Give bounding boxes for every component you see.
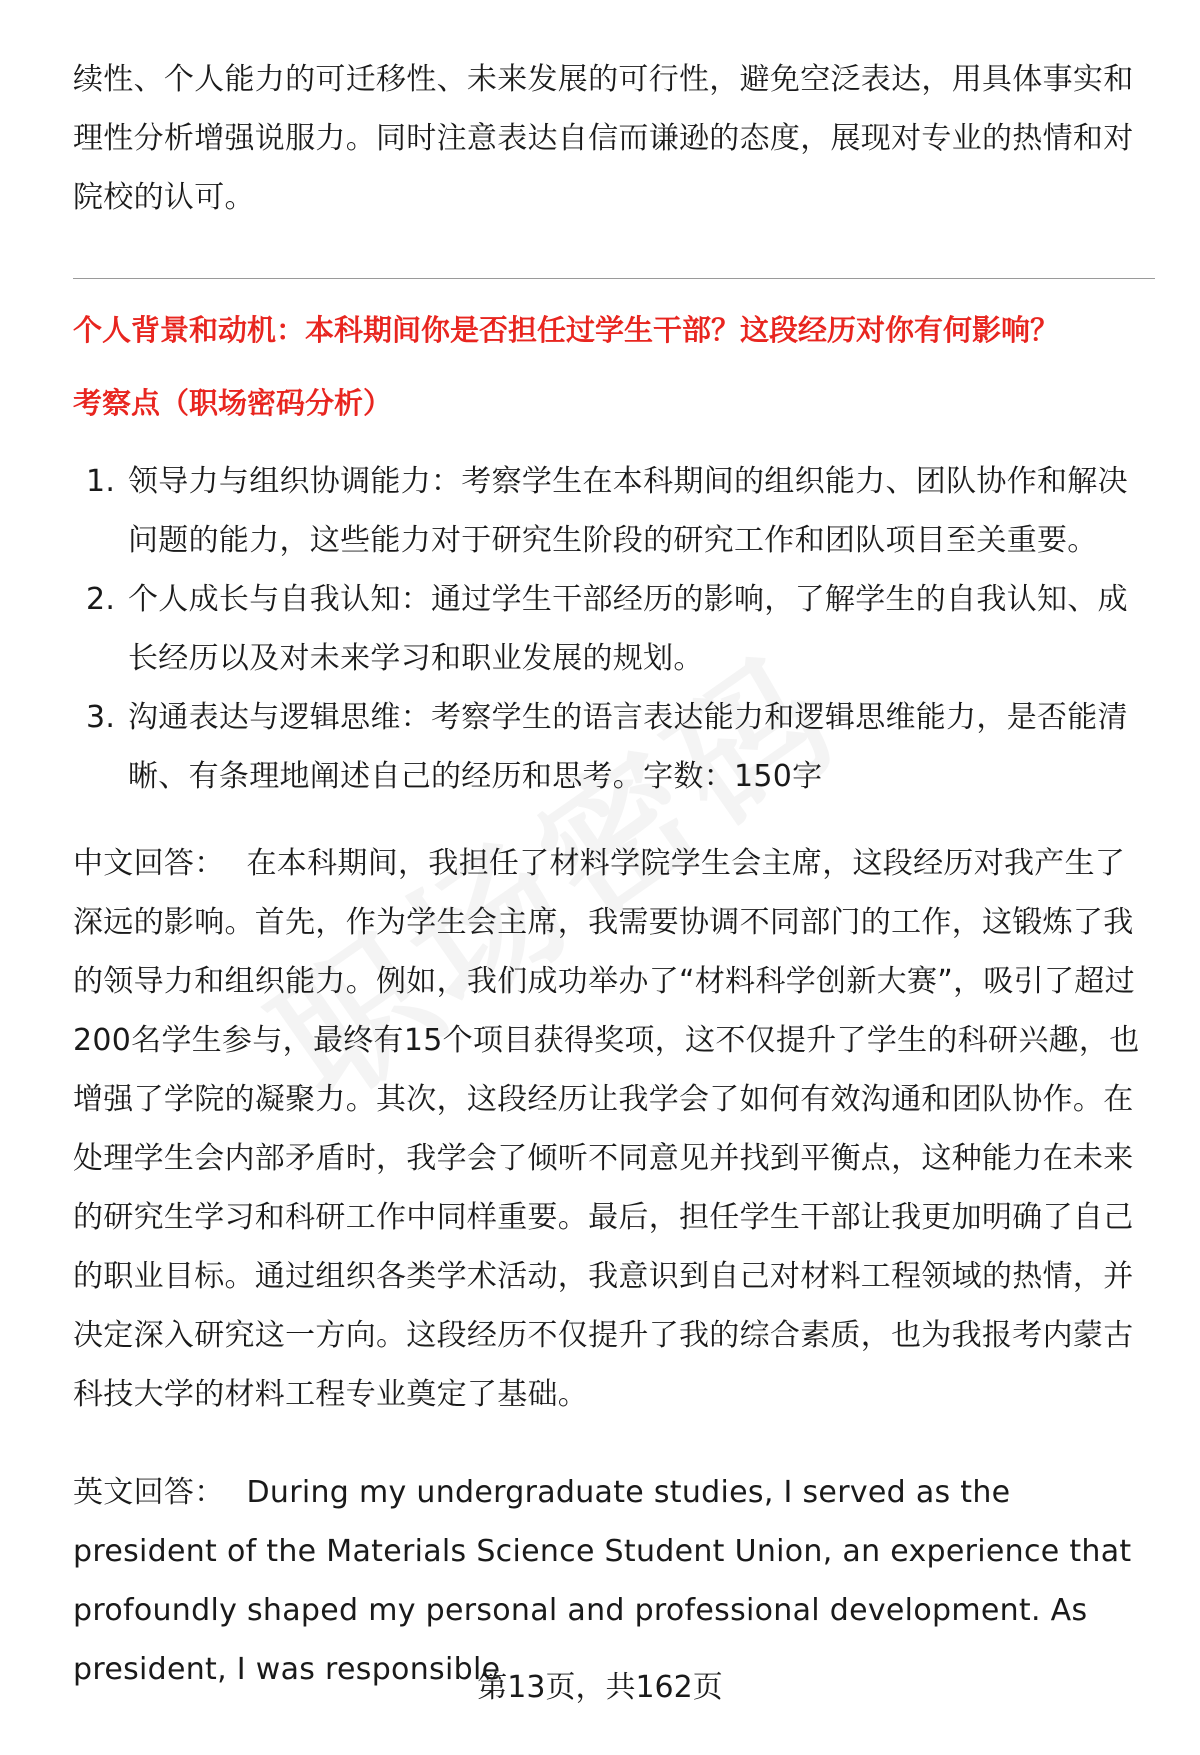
page-number-footer: 第13页，共162页 (477, 1670, 723, 1705)
intro-paragraph: 续性、个人能力的可迁移性、未来发展的可行性，避免空泛表达，用具体事实和理性分析增强说服力。同时注意表达自信而谦逊的态度，展现对专业的热情和对院校的认可。 (73, 62, 1134, 215)
list-item-text: 领导力与组织协调能力：考察学生在本科期间的组织能力、团队协作和解决问题的能力，这些能力对于研究生阶段的研究工作和团队项目至关重要。 (128, 464, 1128, 558)
list-item-number: 3. (86, 700, 116, 735)
chinese-answer-paragraph (73, 834, 1155, 1424)
list-item-text: 沟通表达与逻辑思维：考察学生的语言表达能力和逻辑思维能力，是否能清晰、有条理地阐述自己的经历和思考。字数：150字 (128, 700, 1128, 794)
list-item-number: 1. (86, 464, 116, 499)
assessment-points-list (73, 452, 1155, 806)
chinese-answer-text: 在本科期间，我担任了材料学院学生会主席，这段经历对我产生了深远的影响。首先，作为学生会主席，我需要协调不同部门的工作，这锻炼了我的领导力和组织能力。例如，我们成功举办了“材料科学创新大赛”，吸引了超过200名学生参与，最终有15个项目获得奖项，这不仅提升了学生的科研兴趣，也增强了学院的凝聚力。其次，这段经历让我学会了如何有效沟通和团队协作。在处理学生会内部矛盾时，我学会了倾听不同意见并找到平衡点，这种能力在未来的研究生学习和科研工作中同样重要。最后，担任学生干部让我更加明确了自己的职业目标。通过组织各类学术活动，我意识到自己对材料工程领域的热情，并决定深入研究这一方向。这段经历不仅提升了我的综合素质，也为我报考内蒙古科技大学的材料工程专业奠定了基础。 (73, 846, 1140, 1412)
assessment-heading: 考察点（职场密码分析） (73, 386, 393, 420)
list-item (73, 570, 1155, 688)
section-divider (73, 278, 1155, 279)
list-item (73, 452, 1155, 570)
list-item (73, 688, 1155, 806)
question-title: 个人背景和动机：本科期间你是否担任过学生干部？这段经历对你有何影响？ (73, 313, 1060, 347)
list-item-text: 个人成长与自我认知：通过学生干部经历的影响，了解学生的自我认知、成长经历以及对未来学习和职业发展的规划。 (128, 582, 1128, 676)
list-item-number: 2. (86, 582, 116, 617)
chinese-answer-label: 中文回答： (73, 846, 225, 881)
english-answer-text: During my undergraduate studies, I served as the president of the Materials Science Student Union, an experience that profoundly shaped my personal and professional development. As president, I was responsible (73, 1475, 1132, 1687)
english-answer-label: 英文回答： (73, 1475, 225, 1510)
